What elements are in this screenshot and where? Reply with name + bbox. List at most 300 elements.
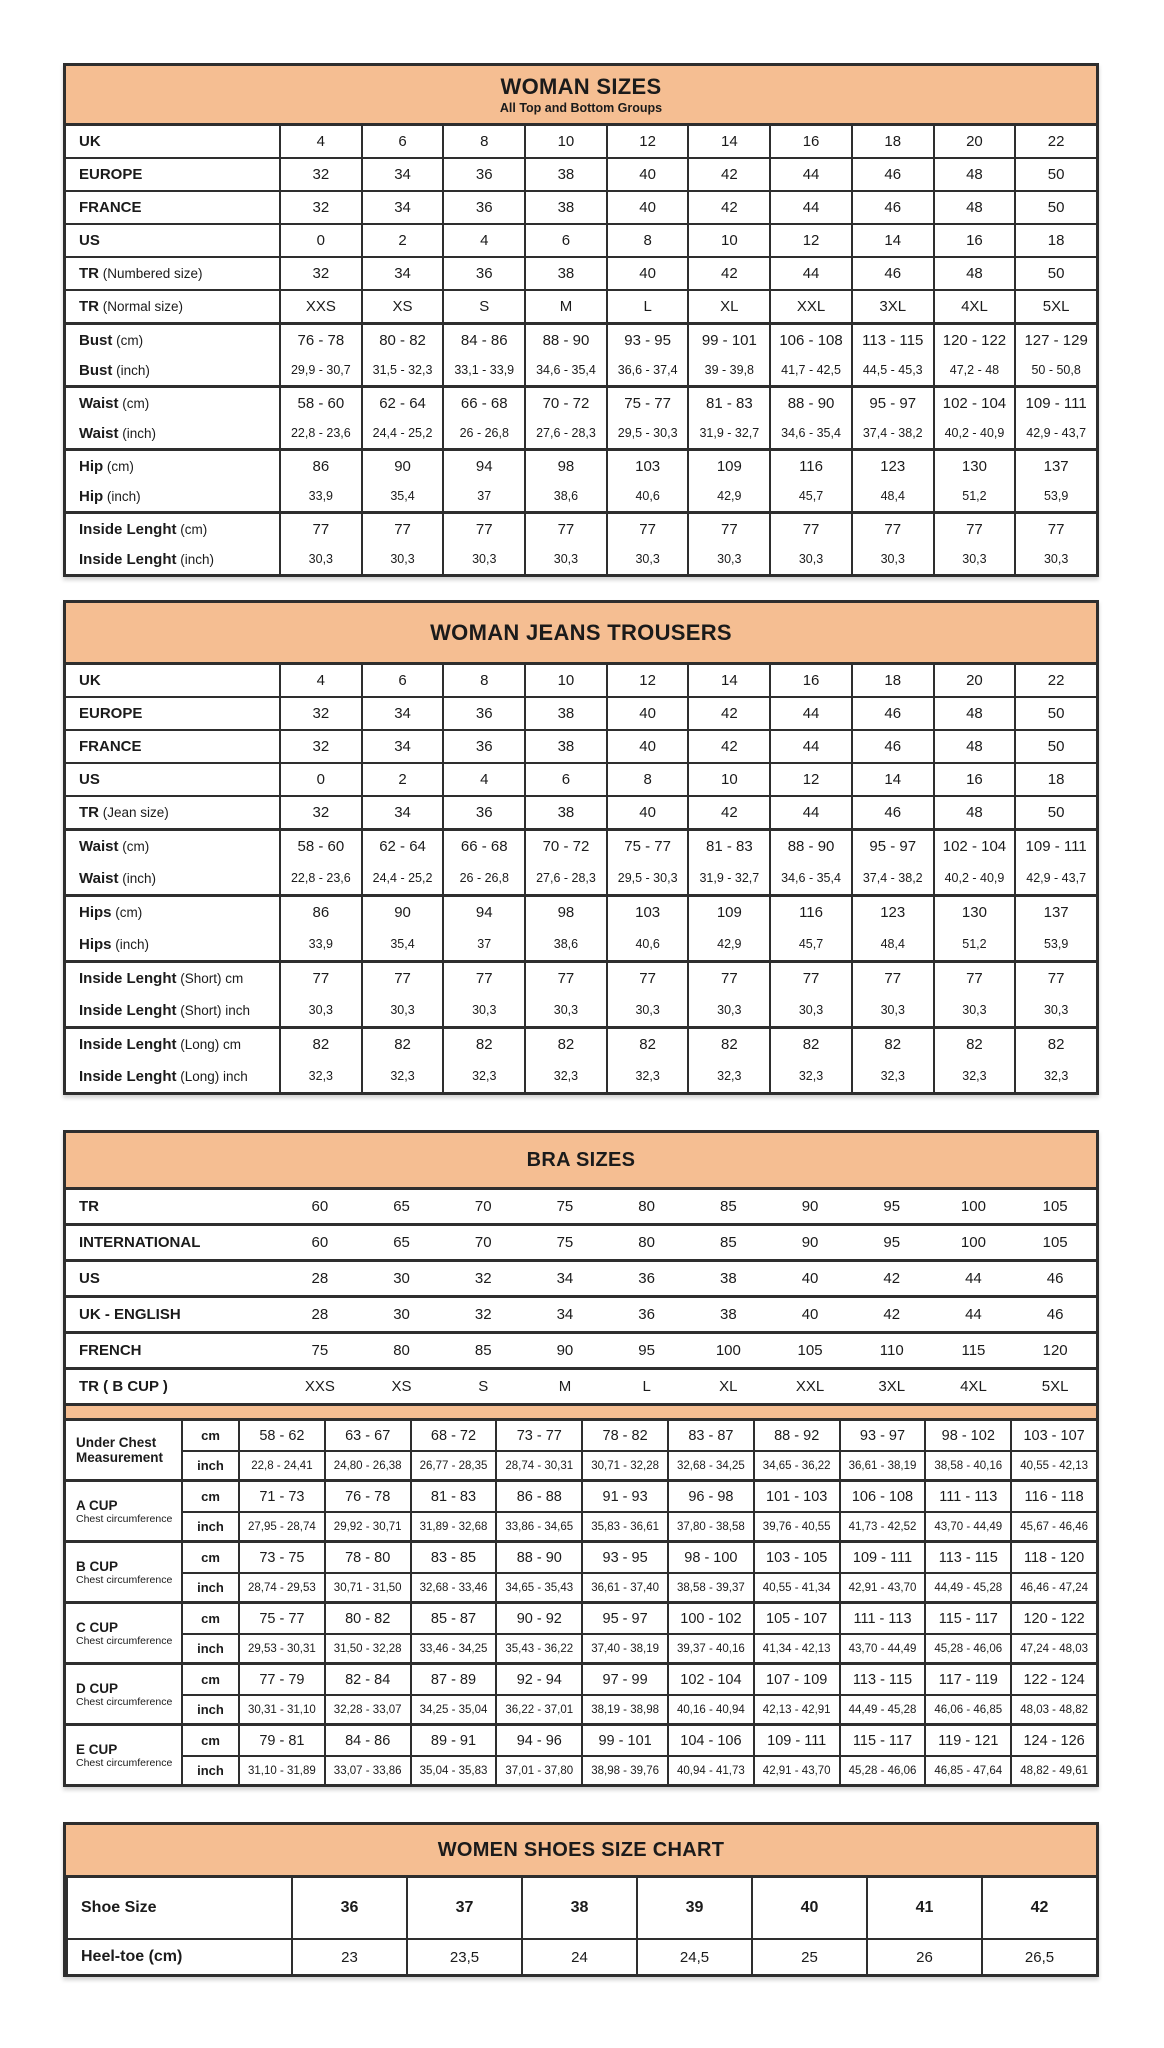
cell: 46 [1046, 1270, 1064, 1287]
cell: 14 [687, 665, 769, 696]
cell: 34 [361, 192, 443, 223]
row-label-line [79, 325, 143, 355]
cell [933, 388, 1015, 448]
cell-inch-value: 40,2 - 40,9 [944, 871, 1005, 886]
cell-cm-value: 79 - 81 [238, 1726, 324, 1755]
cell-cm-value: 103 [635, 904, 661, 922]
cell-cm-value: 93 - 95 [624, 331, 671, 349]
woman-sizes-title: WOMAN SIZES [500, 74, 662, 99]
cell-cm-value: 82 [884, 1036, 902, 1054]
cell [442, 831, 524, 894]
cell: 23,5 [406, 1940, 521, 1974]
row-label-unit: (inch) [118, 870, 156, 886]
table-row [66, 1259, 1096, 1295]
jeans-body [66, 665, 1096, 1092]
measurement-group-row [66, 1540, 1096, 1601]
cell: 120 [1042, 1342, 1068, 1359]
cell: 16 [769, 126, 851, 157]
cell-inch-value: 31,10 - 31,89 [238, 1755, 324, 1784]
cell-cm-value: 104 - 106 [667, 1726, 753, 1755]
cell: 4 [442, 225, 524, 256]
cell [279, 451, 361, 511]
cell-cm-value: 68 - 72 [410, 1421, 496, 1450]
cell [851, 897, 933, 960]
cell-cm-value: 73 - 75 [238, 1543, 324, 1572]
cell-cm-value: 90 - 92 [495, 1604, 581, 1633]
row-label [66, 1029, 279, 1092]
cell-cm-value: 62 - 64 [379, 394, 426, 412]
cell-inch-value: 30,71 - 31,50 [324, 1572, 410, 1601]
cell-inch-value: 36,22 - 37,01 [495, 1694, 581, 1723]
row-label: UK - ENGLISH [79, 1306, 181, 1323]
cell-cm-value: 77 [475, 520, 493, 538]
shoes-header [66, 1825, 1096, 1878]
cell: 6 [361, 126, 443, 157]
row-label-unit: (cm) [111, 905, 143, 921]
cell: 26 [866, 1940, 981, 1974]
cell-cm-value: 81 - 83 [705, 838, 753, 856]
row-label-text: Waist [79, 394, 119, 412]
cell-inch-value: 32,3 [717, 1069, 742, 1084]
cell [279, 831, 361, 894]
cell: 14 [851, 225, 933, 256]
cell: 44 [769, 797, 851, 828]
cell-cm-value: 93 - 95 [581, 1543, 667, 1572]
cell-cm-value: 80 - 82 [379, 331, 426, 349]
cell [851, 831, 933, 894]
row-label-line [79, 355, 150, 385]
cell [687, 388, 769, 448]
cell-cm-value: 109 - 111 [1025, 838, 1087, 856]
cell-inch-value: 43,70 - 44,49 [924, 1511, 1010, 1540]
cell-cm-value: 58 - 60 [297, 838, 345, 856]
cell [933, 1029, 1015, 1092]
cell-inch-value: 33,9 [308, 489, 334, 503]
cell [851, 514, 933, 574]
cell: 48 [933, 797, 1015, 828]
cell: 80 [638, 1198, 655, 1215]
cell: 8 [442, 665, 524, 696]
cell: 46 [851, 731, 933, 762]
cell [606, 514, 688, 574]
cell [361, 963, 443, 1026]
cell-inch-value: 51,2 [962, 937, 987, 952]
cell-cm-value: 95 - 97 [581, 1604, 667, 1633]
row-label: TR ( B CUP ) [79, 1378, 168, 1395]
cell: 80 [638, 1234, 655, 1251]
cell: 3XL [851, 291, 933, 322]
cell-inch-value: 42,9 - 43,7 [1026, 871, 1087, 886]
row-label-text: Inside Lenght [79, 1067, 177, 1085]
cell-inch-value: 40,94 - 41,73 [667, 1755, 753, 1784]
cell: 105 [1042, 1198, 1068, 1215]
cell-inch-value: 30,3 [472, 552, 497, 566]
cell: 39 [636, 1878, 751, 1938]
cell-cm-value: 98 - 100 [667, 1543, 753, 1572]
cell-cm-value: 111 - 113 [839, 1604, 925, 1633]
cell: 50 [1014, 797, 1096, 828]
cell-cm-value: 77 [884, 970, 902, 988]
cell-inch-value: 41,34 - 42,13 [753, 1633, 839, 1662]
row-label-text: TR [79, 265, 99, 282]
cell-cm-value: 84 - 86 [460, 331, 508, 349]
cell-cm-value: 88 - 90 [495, 1543, 581, 1572]
group-label-sub: Chest circumference [76, 1512, 173, 1525]
cell: 70 [474, 1198, 492, 1215]
group-label [66, 1421, 181, 1479]
cell [361, 897, 443, 960]
cell-inch-value: 30,3 [880, 552, 905, 566]
row-label-text: Hips [79, 904, 112, 922]
cell: 50 [1014, 159, 1096, 190]
cell: 42 [687, 258, 769, 289]
cell [769, 1029, 851, 1092]
cell-cm-value: 102 - 104 [942, 838, 1007, 856]
cell-cm-value: 77 [720, 970, 738, 988]
cell [279, 1029, 361, 1092]
cell: 25 [751, 1940, 866, 1974]
cell-inch-value: 27,95 - 28,74 [238, 1511, 324, 1540]
row-label: FRENCH [79, 1342, 142, 1359]
cell-inch-value: 30,3 [308, 1003, 334, 1018]
cell-cm-value: 101 - 103 [753, 1482, 839, 1511]
cell: L [606, 291, 688, 322]
cell: 32 [474, 1270, 492, 1287]
cell: 38 [719, 1306, 737, 1323]
row-label-unit: (Numbered size) [99, 266, 203, 281]
cell: 38 [521, 1878, 636, 1938]
cell-cm-value: 103 - 107 [1010, 1421, 1096, 1450]
row-label-unit: (cm) [103, 458, 134, 474]
cell: 10 [687, 225, 769, 256]
cell: 10 [524, 126, 606, 157]
cell [1014, 325, 1096, 385]
cell: 48 [933, 731, 1015, 762]
table-row [66, 665, 1096, 696]
cell: 23 [291, 1940, 406, 1974]
cell-inch-value: 48,03 - 48,82 [1010, 1694, 1096, 1723]
cell-inch-value: 35,83 - 36,61 [581, 1511, 667, 1540]
cell-inch-value: 30,3 [1043, 1003, 1069, 1018]
cell-inch-value: 30,3 [962, 1003, 987, 1018]
cell-cm-value: 137 [1043, 904, 1069, 922]
cell-inch-value: 32,3 [472, 1069, 497, 1084]
group-label-text: A CUP [76, 1497, 118, 1513]
cell-cm-value: 62 - 64 [379, 838, 426, 856]
woman-sizes-header [66, 66, 1096, 126]
table-row-group [66, 322, 1096, 385]
cell [361, 388, 443, 448]
cell-cm-value: 88 - 90 [787, 394, 835, 412]
row-label-unit: (cm) [112, 332, 144, 348]
row-label-text: Waist [79, 869, 119, 887]
cell-inch-value: 42,91 - 43,70 [839, 1572, 925, 1601]
group-label [66, 1665, 181, 1723]
cell-cm-value: 82 [1047, 1036, 1065, 1054]
table-row [66, 1878, 1096, 1938]
cell-inch-value: 53,9 [1043, 937, 1069, 952]
cell [606, 388, 688, 448]
table-row [66, 795, 1096, 828]
cell-cm-value: 116 - 118 [1010, 1482, 1096, 1511]
cell-inch-value: 42,9 [717, 489, 742, 503]
cell-inch-value: 29,9 - 30,7 [290, 363, 351, 377]
cell-cm-value: 99 - 101 [581, 1726, 667, 1755]
cell: 34 [556, 1270, 574, 1287]
cell: 85 [474, 1342, 492, 1359]
cell-inch-value: 32,3 [553, 1069, 579, 1084]
cell-inch-value: 48,82 - 49,61 [1010, 1755, 1096, 1784]
cell [279, 514, 361, 574]
cell: 44 [769, 698, 851, 729]
cell [1014, 897, 1096, 960]
table-row-group [66, 448, 1096, 511]
cell-cm-value: 71 - 73 [238, 1482, 324, 1511]
cell-cm-value: 75 - 77 [624, 838, 671, 856]
group-label-text: D CUP [76, 1680, 119, 1696]
cell: 6 [524, 764, 606, 795]
cell: 18 [1014, 225, 1096, 256]
cell: 95 [883, 1198, 901, 1215]
cell [442, 897, 524, 960]
cell-cm-value: 82 [720, 1036, 738, 1054]
cell-cm-value: 116 [799, 457, 823, 475]
table-row [66, 1295, 1096, 1331]
cell [524, 514, 606, 574]
cell-cm-value: 89 - 91 [410, 1726, 496, 1755]
cell [851, 451, 933, 511]
table-row [66, 1223, 1096, 1259]
unit-inch-label: inch [181, 1450, 238, 1479]
cell-inch-value: 30,3 [717, 1003, 742, 1018]
cell-cm-value: 130 [961, 457, 987, 475]
cell-cm-value: 77 [966, 970, 983, 988]
cell-inch-value: 46,46 - 47,24 [1010, 1572, 1096, 1601]
table-row [66, 696, 1096, 729]
cell [1014, 1029, 1096, 1092]
cell: 34 [361, 258, 443, 289]
cell [687, 1029, 769, 1092]
cell-cm-value: 97 - 99 [581, 1665, 667, 1694]
cell-cm-value: 82 [475, 1036, 493, 1054]
cell-inch-value: 45,28 - 46,06 [924, 1633, 1010, 1662]
unit-cm-label: cm [181, 1665, 238, 1694]
cell [606, 831, 688, 894]
cell-inch-value: 33,86 - 34,65 [495, 1511, 581, 1540]
cell-inch-value: 26 - 26,8 [459, 426, 509, 440]
cell: 6 [361, 665, 443, 696]
cell: 34 [361, 731, 443, 762]
cell: 42 [883, 1270, 901, 1287]
unit-inch-label: inch [181, 1572, 238, 1601]
row-label-line [79, 897, 142, 929]
cell [933, 963, 1015, 1026]
cell: 44 [965, 1306, 982, 1323]
cell-inch-value: 37,40 - 38,19 [581, 1633, 667, 1662]
cell-inch-value: 24,80 - 26,38 [324, 1450, 410, 1479]
cell-cm-value: 76 - 78 [297, 331, 345, 349]
cell-cm-value: 118 - 120 [1010, 1543, 1096, 1572]
cell-inch-value: 46,06 - 46,85 [924, 1694, 1010, 1723]
cell-inch-value: 22,8 - 23,6 [290, 871, 351, 886]
cell: 50 [1014, 192, 1096, 223]
row-label-text: EUROPE [79, 705, 143, 722]
orange-divider-strip [66, 1403, 1096, 1418]
cell: 42 [981, 1878, 1096, 1938]
cell-cm-value: 123 [880, 457, 906, 475]
unit-inch-label: inch [181, 1633, 238, 1662]
row-label-text: Inside Lenght [79, 1001, 177, 1019]
cell [687, 963, 769, 1026]
measurement-group-row [66, 1479, 1096, 1540]
cell-cm-value: 99 - 101 [701, 331, 757, 349]
cell: 12 [606, 126, 688, 157]
cell-inch-value: 35,43 - 36,22 [495, 1633, 581, 1662]
cell [442, 325, 524, 385]
cell-inch-value: 45,7 [798, 489, 824, 503]
cell-inch-value: 31,89 - 32,68 [410, 1511, 496, 1540]
cell-cm-value: 77 [802, 970, 820, 988]
row-label-line [79, 1029, 241, 1061]
cell [442, 388, 524, 448]
table-row-group [66, 511, 1096, 574]
table-row-group [66, 385, 1096, 448]
cell-cm-value: 87 - 89 [410, 1665, 496, 1694]
cell-cm-value: 77 [557, 970, 575, 988]
cell-inch-value: 51,2 [962, 489, 987, 503]
jeans-table [63, 600, 1099, 1095]
row-label-unit: (inch) [176, 551, 215, 567]
cell-inch-value: 27,6 - 28,3 [536, 871, 596, 886]
cell-cm-value: 107 - 109 [753, 1665, 839, 1694]
cell-inch-value: 30,3 [635, 552, 660, 566]
cell [361, 451, 443, 511]
cell-inch-value: 35,4 [390, 937, 415, 952]
cell: 46 [851, 698, 933, 729]
cell-inch-value: 36,61 - 37,40 [581, 1572, 667, 1601]
cell [769, 963, 851, 1026]
cell: 34 [556, 1306, 574, 1323]
cell: 70 [474, 1234, 492, 1251]
cell: 42 [687, 731, 769, 762]
cell-cm-value: 103 [635, 457, 661, 475]
group-label-sub: Chest circumference [76, 1573, 173, 1586]
cell-cm-value: 82 [312, 1036, 330, 1054]
cell: XS [361, 291, 443, 322]
cell-inch-value: 44,5 - 45,3 [862, 363, 923, 377]
cell: 40 [801, 1270, 819, 1287]
row-label [66, 831, 279, 894]
cell-cm-value: 76 - 78 [324, 1482, 410, 1511]
cell-inch-value: 30,3 [553, 552, 579, 566]
group-label-sub: Chest circumference [76, 1756, 173, 1769]
group-label-text: B CUP [76, 1558, 119, 1574]
cell [524, 831, 606, 894]
shoes-title: WOMEN SHOES SIZE CHART [437, 1838, 725, 1861]
cell-cm-value: 122 - 124 [1010, 1665, 1096, 1694]
cell-cm-value: 113 - 115 [862, 331, 924, 349]
cell-inch-value: 30,71 - 32,28 [581, 1450, 667, 1479]
row-label-unit: (inch) [118, 425, 156, 441]
cell: 48 [933, 698, 1015, 729]
cell-cm-value: 98 - 102 [924, 1421, 1010, 1450]
bra-body [66, 1190, 1096, 1784]
cell-cm-value: 105 - 107 [753, 1604, 839, 1633]
bra-title: BRA SIZES [526, 1148, 636, 1171]
cell: 4 [279, 665, 361, 696]
row-label-line [79, 544, 214, 574]
group-label [66, 1604, 181, 1662]
cell: 20 [933, 126, 1015, 157]
cell-cm-value: 98 [557, 904, 575, 922]
table-row [66, 1331, 1096, 1367]
cell-inch-value: 46,85 - 47,64 [924, 1755, 1010, 1784]
cell-cm-value: 73 - 77 [495, 1421, 581, 1450]
cell [524, 325, 606, 385]
cell [361, 325, 443, 385]
cell-inch-value: 30,3 [553, 1003, 579, 1018]
jeans-header [66, 603, 1096, 665]
cell-inch-value: 40,55 - 42,13 [1010, 1450, 1096, 1479]
row-label: US [79, 1270, 100, 1287]
cell [933, 514, 1015, 574]
cell: 36 [291, 1878, 406, 1938]
cell: 50 [1014, 698, 1096, 729]
table-row [66, 223, 1096, 256]
row-label [66, 963, 279, 1026]
row-label [66, 764, 279, 795]
cell: 34 [361, 797, 443, 828]
cell-inch-value: 35,4 [390, 489, 415, 503]
cell: 48 [933, 159, 1015, 190]
row-label-text: US [79, 771, 100, 788]
cell-inch-value: 50 - 50,8 [1031, 363, 1081, 377]
cell: 34 [361, 698, 443, 729]
cell: 38 [524, 258, 606, 289]
cell-cm-value: 70 - 72 [542, 394, 590, 412]
cell [851, 963, 933, 1026]
cell-cm-value: 109 - 111 [839, 1543, 925, 1572]
cell-cm-value: 109 - 111 [1025, 394, 1087, 412]
cell-cm-value: 137 [1043, 457, 1069, 475]
cell: 4 [279, 126, 361, 157]
cell-inch-value: 37,4 - 38,2 [862, 871, 923, 886]
cell-inch-value: 44,49 - 45,28 [924, 1572, 1010, 1601]
unit-cm-label: cm [181, 1543, 238, 1572]
cell: 42 [687, 192, 769, 223]
table-row-group [66, 828, 1096, 894]
row-label-line [79, 863, 156, 895]
row-label-text: Bust [79, 331, 113, 349]
group-label-sub: Chest circumference [76, 1695, 173, 1708]
cell: 48 [933, 258, 1015, 289]
cell-cm-value: 83 - 85 [410, 1543, 496, 1572]
cell: 90 [801, 1198, 819, 1215]
cell-inch-value: 24,4 - 25,2 [372, 871, 433, 886]
measurement-group-row [66, 1418, 1096, 1479]
cell-inch-value: 41,73 - 42,52 [839, 1511, 925, 1540]
row-label-line [79, 1061, 248, 1093]
row-label [66, 225, 279, 256]
cell: 46 [1046, 1306, 1064, 1323]
cell: 65 [393, 1234, 410, 1251]
cell: XXL [795, 1378, 825, 1395]
cell [606, 325, 688, 385]
cell-cm-value: 91 - 93 [581, 1482, 667, 1511]
cell-inch-value: 47,2 - 48 [949, 363, 1000, 377]
cell [851, 388, 933, 448]
row-label-text: Hip [79, 457, 104, 475]
